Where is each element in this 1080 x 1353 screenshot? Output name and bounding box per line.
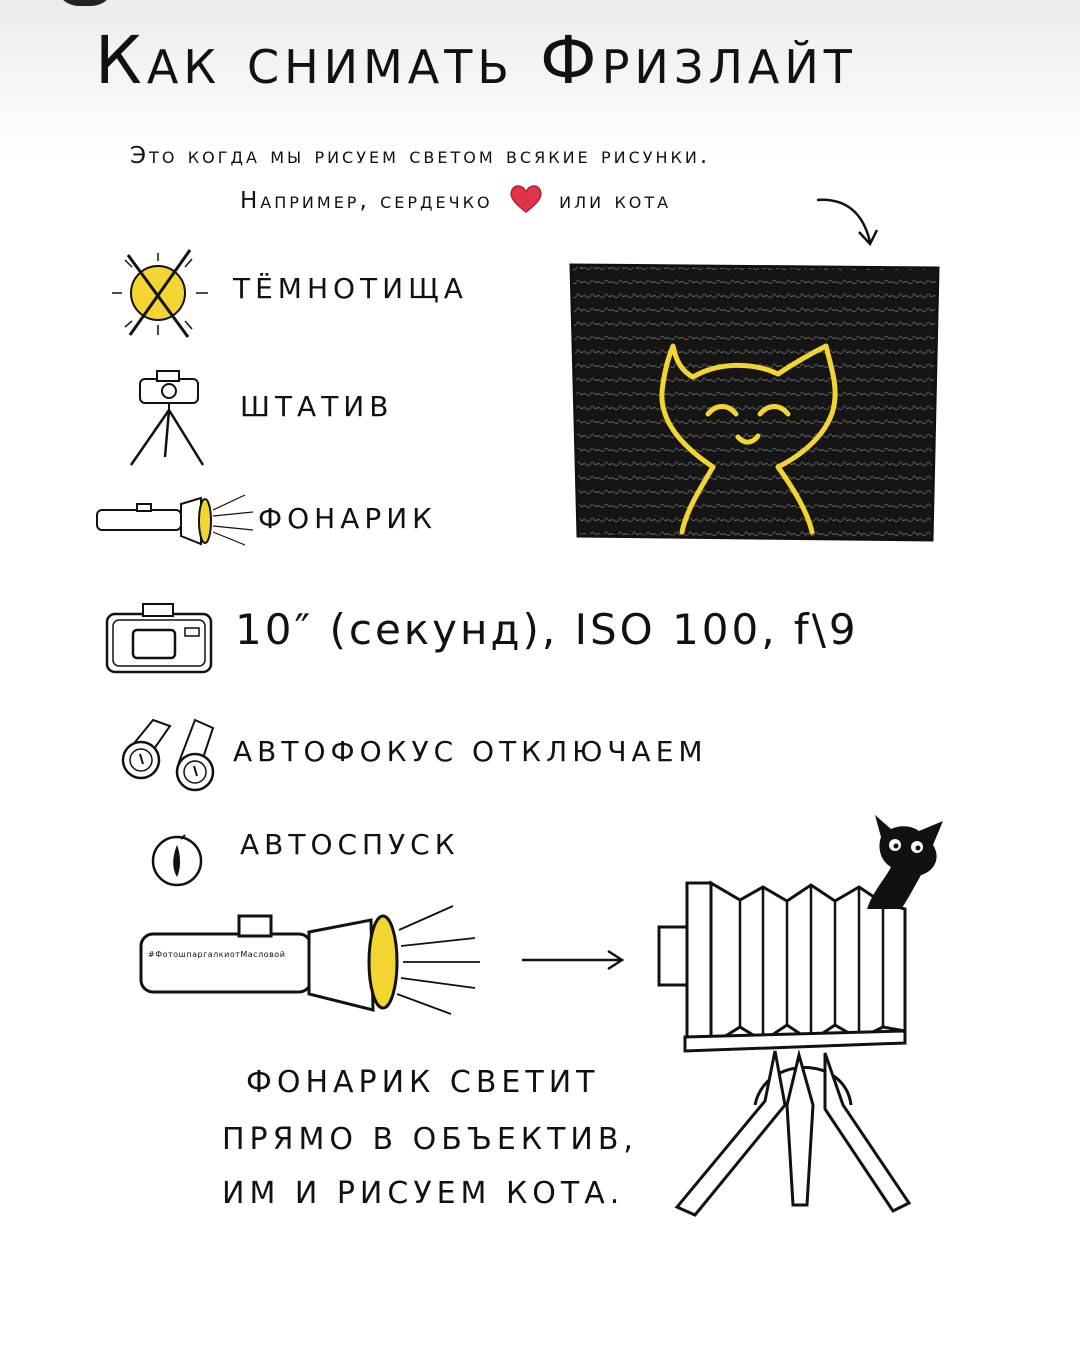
self-timer-icon (145, 825, 215, 895)
crossed-sun-icon (100, 245, 220, 345)
caption-line-3: ИМ И РИСУЕМ КОТА. (222, 1176, 625, 1211)
caption-line-2: ПРЯМО В ОБЪЕКТИВ, (222, 1122, 638, 1157)
large-flashlight-icon (135, 900, 485, 1020)
requirement-darkness: ТЁМНОТИЩА (233, 272, 468, 305)
avatar (55, 0, 115, 6)
self-timer-text: АВТОСПУСК (240, 828, 460, 861)
freelight-cat-drawing (568, 262, 940, 542)
tripod-icon (125, 365, 215, 470)
right-arrow-icon (520, 945, 630, 975)
hashtag-label: #ФотошпаргалкиотМасловой (148, 950, 286, 959)
camera-settings: 10″ (секунд), ISO 100, f\9 (235, 605, 859, 654)
autofocus-text: АВТОФОКУС ОТКЛЮЧАЕМ (233, 735, 708, 768)
intro-line-1: Это когда мы рисуем светом всякие рисунки. (130, 143, 711, 169)
intro-heart-text: Например, сердечко (240, 188, 493, 214)
bellows-camera-icon (655, 805, 955, 1225)
intro-cat-text: или кота (559, 188, 672, 214)
requirement-flashlight: ФОНАРИК (258, 502, 438, 535)
camera-icon (103, 598, 218, 678)
caption-line-1: ФОНАРИК СВЕТИТ (246, 1065, 600, 1100)
page-title: Как снимать Фризлайт (95, 22, 857, 99)
curved-arrow-icon (815, 190, 885, 250)
binoculars-icon (115, 712, 225, 792)
flashlight-icon (95, 490, 255, 550)
heart-icon (509, 184, 543, 214)
intro-line-2 (240, 184, 671, 214)
requirement-tripod: ШТАТИВ (240, 390, 394, 423)
